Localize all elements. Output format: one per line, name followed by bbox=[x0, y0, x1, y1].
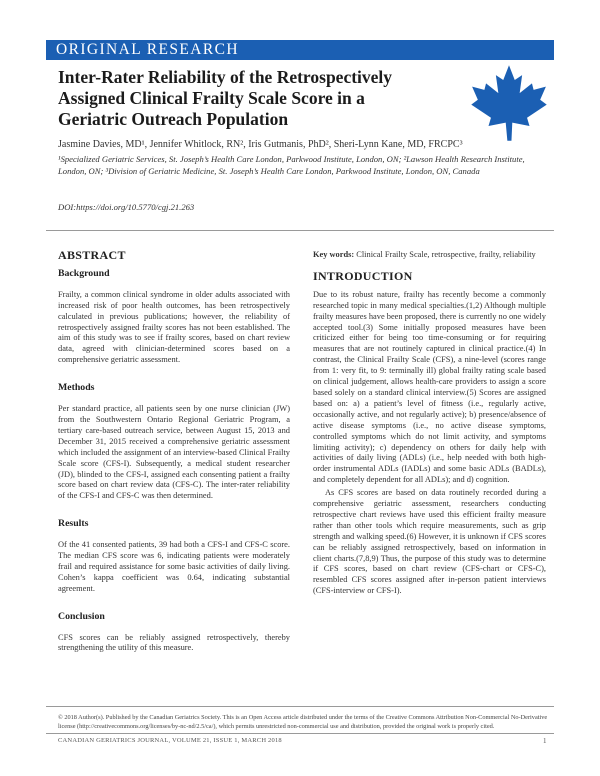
affiliations: ¹Specialized Geriatric Services, St. Joseph’s Health Care London, Parkwood Institute, London, ON; ²Lawson Health Research Institute, London, ON; ³Division of Geriatric Medicine, St. Joseph’s Health Care London, Parkwood Institute, London, ON, Canada bbox=[58, 154, 525, 176]
author-list: Jasmine Davies, MD¹, Jennifer Whitlock, RN², Iris Gutmanis, PhD², Sheri-Lynn Kane, MD, FRCPC³ bbox=[58, 139, 463, 150]
introduction-paragraph-2: As CFS scores are based on data routinely recorded during a comprehensive geriatric assessment, researchers conducting retrospective chart reviews have used this efficient frailty measure rather than other tools which require measurements, such as grip strength and walking speed.(6) However, it is unknown if CFS scores can be reliably assigned retrospectively, based on information in client charts.(7,8,9) Thus, the purpose of this study was to determine if CFS scores, based on chart review (CFS-chart or CFS-C), resembled CFS scores assigned after in-person patient interviews (CFS-interview or CFS-I). bbox=[313, 488, 546, 596]
results-heading: Results bbox=[58, 518, 89, 530]
methods-heading: Methods bbox=[58, 382, 95, 394]
abstract-column bbox=[58, 250, 290, 654]
copyright-footnote: © 2018 Author(s). Published by the Canadian Geriatrics Society. This is an Open Access article distributed under the terms of the Creative Commons Attribution Non-Commercial No-Derivative license (http://creativecommons.org/licenses/by-nc-nd/2.5/ca/), which permits unrestricted non-commercial use and distribution, provided the original work is properly cited. bbox=[58, 714, 548, 730]
introduction-heading: INTRODUCTION bbox=[313, 268, 413, 283]
doi-link[interactable]: DOI:https://doi.org/10.5770/cgj.21.263 bbox=[58, 202, 195, 212]
conclusion-text: CFS scores can be reliably assigned retrospectively, thereby strengthening the utility of this measure. bbox=[58, 632, 290, 653]
header-divider bbox=[46, 230, 554, 231]
journal-footer: CANADIAN GERIATRICS JOURNAL, VOLUME 21, ISSUE 1, MARCH 2018 bbox=[58, 737, 282, 744]
article-title: Inter-Rater Reliability of the Retrospectively Assigned Clinical Frailty Scale Score in a Geriatric Outreach Population bbox=[58, 67, 393, 129]
results-text: Of the 41 consented patients, 39 had both a CFS-I and CFS-C score. The median CFS score was 6, indicating patients were moderately frail and required assistance for some basic activities of daily living. Cohen’s kappa coefficient was 0.64, indicating substantial agreement. bbox=[58, 540, 290, 593]
introduction-paragraph-1: Due to its robust nature, frailty has recently become a commonly researched topic in many medical specialties.(1,2) Although multiple frailty measures have been proposed, there is currently no one widely accepted tool.(3) Some initially proposed measures have been criticized either for being too time-consuming or for requiring measures that are not routinely captured in clinical practice.(4) In contrast, the Clinical Frailty Scale (CFS), a nine-level (scores range from 1: very fit, to 9: terminally ill) global frailty rating scale based on clinical judgement, allows health-care providers to assign a score based solely on a standard clinical interview.(5) Scores are assigned based on: a) a patient’s level of fitness (i.e., regularly active, occasionally active, and not regularly active); b) presence/absence of active disease symptoms (i.e., no active disease symptoms, controlled symptoms which do not limit activity, and symptoms limiting activity); c) dependency on others for daily help with activities of daily living (ADLs) (i.e., help needed with both high-order instrumental ADLs (IADLs) and some basic ADLs (BADLs), and completely dependent for all ADLs); and d) cognition. bbox=[313, 289, 546, 485]
abstract-heading: ABSTRACT bbox=[58, 248, 126, 262]
keywords-text: Clinical Frailty Scale, retrospective, frailty, reliability bbox=[354, 250, 536, 259]
methods-text: Per standard practice, all patients seen by one nurse clinician (JW) from the Southwestern Ontario Regional Geriatric Program, a tertiary care-based outreach service, between August 15, 2013 and December 31, 2015 received a comprehensive geriatric assessment which included the assignment of an interview-based Clinical Frailty Scale score (CFS-I). Subsequently, a medical student researcher (JD), blinded to the CFS-I, assigned each consenting patient a frailty score based on chart review data (CFS-C). The inter-rater reliability of the CFS-I and CFS-C was then determined. bbox=[58, 404, 290, 501]
intro-column bbox=[313, 250, 546, 597]
page-number: 1 bbox=[543, 737, 547, 745]
conclusion-heading: Conclusion bbox=[58, 610, 105, 622]
footer-divider bbox=[46, 733, 554, 734]
footnote-divider bbox=[46, 706, 554, 707]
section-banner: ORIGINAL RESEARCH bbox=[46, 40, 554, 60]
keywords-label: Key words: bbox=[313, 250, 355, 259]
maple-leaf-icon bbox=[468, 62, 550, 144]
background-heading: Background bbox=[58, 267, 110, 279]
keywords bbox=[313, 250, 546, 261]
background-text: Frailty, a common clinical syndrome in older adults associated with increased risk of poor health outcomes, has been retrospectively calculated in previous publications; however, the reliability of retrospectively assigned frailty scores has not been established. The aim of this study was to see if frailty scores, based on chart review data, agreed with clinician-determined scores based on a comprehensive geriatric assessment. bbox=[58, 289, 290, 365]
